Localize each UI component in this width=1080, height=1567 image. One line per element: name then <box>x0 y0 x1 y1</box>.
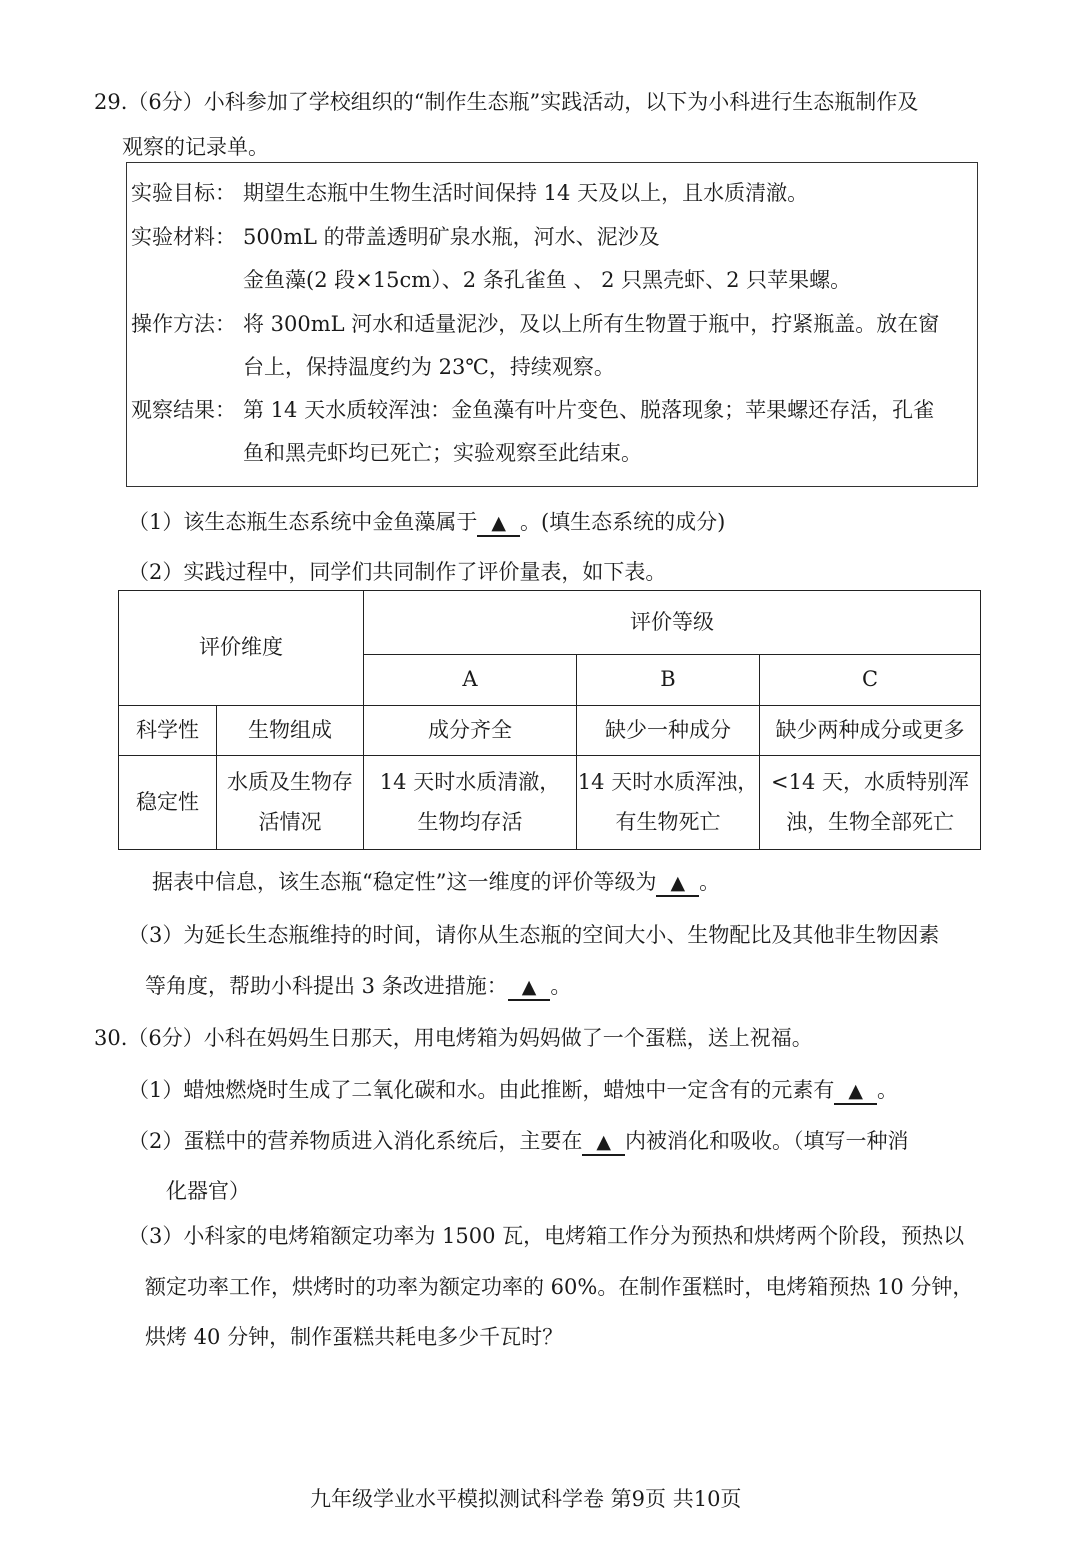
table-cell-b <box>577 756 760 850</box>
q30-sub1-text: （1）蜡烛燃烧时生成了二氧化碳和水。由此推断，蜡烛中一定含有的元素有 <box>128 1078 835 1102</box>
page-footer: 九年级学业水平模拟测试科学卷 第9页 共10页 <box>310 1487 742 1511</box>
q30-sub3-line1: （3）小科家的电烤箱额定功率为 1500 瓦，电烤箱工作分为预热和烘烤两个阶段，预热以 <box>128 1224 965 1248</box>
table-row <box>119 706 981 756</box>
q29-after-table <box>152 872 720 897</box>
q30-sub2-hint: 内被消化和吸收。（填写一种消 <box>624 1129 909 1153</box>
answer-blank-q30-2[interactable] <box>582 1131 625 1156</box>
q30-sub2-line2: 化器官） <box>166 1179 250 1203</box>
q29-sub1 <box>128 512 725 537</box>
record-result-label: 观察结果： <box>131 398 236 422</box>
table-cell-c: 缺少两种成分或更多 <box>760 706 981 756</box>
q30-sub1-end: 。 <box>876 1078 898 1102</box>
table-row <box>119 756 981 850</box>
table-cell-a <box>364 756 577 850</box>
q30-sub3-line2: 额定功率工作，烘烤时的功率为额定功率的 60%。在制作蛋糕时，电烤箱预热 10 分钟， <box>145 1275 974 1299</box>
table-cell-line: <14 天，水质特别浑 <box>771 769 969 794</box>
table-cell-line: 活情况 <box>258 809 322 834</box>
record-method-label: 操作方法： <box>131 312 236 336</box>
q29-stem-line2: 观察的记录单。 <box>122 135 269 159</box>
table-cell-a: 成分齐全 <box>364 706 577 756</box>
q30-sub1 <box>128 1080 898 1105</box>
evaluation-table <box>118 590 981 850</box>
table-cell-line: 14 天时水质清澈， <box>379 769 561 794</box>
q30-sub2 <box>128 1131 908 1156</box>
record-result-line2: 鱼和黑壳虾均已死亡；实验观察至此结束。 <box>243 441 642 465</box>
answer-blank-q29-2[interactable] <box>656 872 699 897</box>
record-method-line1: 将 300mL 河水和适量泥沙，及以上所有生物置于瓶中，拧紧瓶盖。放在窗 <box>243 312 940 336</box>
table-cell-c <box>760 756 981 850</box>
record-materials-label: 实验材料： <box>131 225 236 249</box>
answer-blank-q30-1[interactable] <box>834 1080 877 1105</box>
table-cell-line: 水质及生物存 <box>227 769 353 794</box>
q30-stem: 30.（6分）小科在妈妈生日那天，用电烤箱为妈妈做了一个蛋糕，送上祝福。 <box>94 1026 813 1050</box>
table-header-level-c: C <box>760 655 981 706</box>
table-cell-item <box>217 756 364 850</box>
q29-sub1-text: （1）该生态瓶生态系统中金鱼藻属于 <box>128 510 478 534</box>
table-header-dimension: 评价维度 <box>119 591 364 706</box>
triangle-icon: ▲ <box>491 512 506 534</box>
record-result-line1: 第 14 天水质较浑浊：金鱼藻有叶片变色、脱落现象；苹果螺还存活，孔雀 <box>243 398 935 422</box>
q29-sub3-line1: （3）为延长生态瓶维持的时间，请你从生态瓶的空间大小、生物配比及其他非生物因素 <box>128 923 940 947</box>
answer-blank-q29-3[interactable] <box>508 976 551 1001</box>
triangle-icon: ▲ <box>848 1080 863 1102</box>
record-goal-label: 实验目标： <box>131 181 236 205</box>
q29-sub3-line2 <box>145 976 571 1001</box>
q30-sub2-text: （2）蛋糕中的营养物质进入消化系统后，主要在 <box>128 1129 583 1153</box>
table-header-level-a: A <box>364 655 577 706</box>
q30-sub3-line3: 烘烤 40 分钟，制作蛋糕共耗电多少千瓦时？ <box>145 1325 564 1349</box>
answer-blank-q29-1[interactable] <box>477 512 520 537</box>
q29-after-table-text: 据表中信息，该生态瓶“稳定性”这一维度的评价等级为 <box>152 870 657 894</box>
table-cell-b: 缺少一种成分 <box>577 706 760 756</box>
table-header-level: 评价等级 <box>364 591 981 655</box>
q29-sub2: （2）实践过程中，同学们共同制作了评价量表，如下表。 <box>128 560 667 584</box>
q29-stem-line1: 29.（6分）小科参加了学校组织的“制作生态瓶”实践活动，以下为小科进行生态瓶制作及 <box>94 90 919 114</box>
q29-after-table-end: 。 <box>699 870 721 894</box>
record-materials-line2: 金鱼藻(2 段×15cm）、2 条孔雀鱼 、 2 只黑壳虾、2 只苹果螺。 <box>243 268 852 292</box>
table-cell-line: 生物均存活 <box>417 809 523 834</box>
table-header-level-b: B <box>577 655 760 706</box>
record-goal-text: 期望生态瓶中生物生活时间保持 14 天及以上，且水质清澈。 <box>243 181 809 205</box>
table-cell-category: 科学性 <box>119 706 217 756</box>
q29-sub3-text: 等角度，帮助小科提出 3 条改进措施： <box>145 974 508 998</box>
record-materials-line1: 500mL 的带盖透明矿泉水瓶，河水、泥沙及 <box>243 225 660 249</box>
triangle-icon: ▲ <box>670 872 686 894</box>
q29-sub3-end: 。 <box>550 974 572 998</box>
triangle-icon: ▲ <box>596 1131 611 1153</box>
table-cell-line: 浊，生物全部死亡 <box>786 809 954 834</box>
triangle-icon: ▲ <box>521 976 537 998</box>
table-cell-line: 14 天时水质浑浊， <box>577 769 759 794</box>
record-method-line2: 台上，保持温度约为 23℃，持续观察。 <box>243 355 615 379</box>
table-cell-item: 生物组成 <box>217 706 364 756</box>
table-cell-line: 有生物死亡 <box>615 809 721 834</box>
table-cell-category: 稳定性 <box>119 756 217 850</box>
q29-sub1-hint: 。(填生态系统的成分) <box>519 510 726 534</box>
